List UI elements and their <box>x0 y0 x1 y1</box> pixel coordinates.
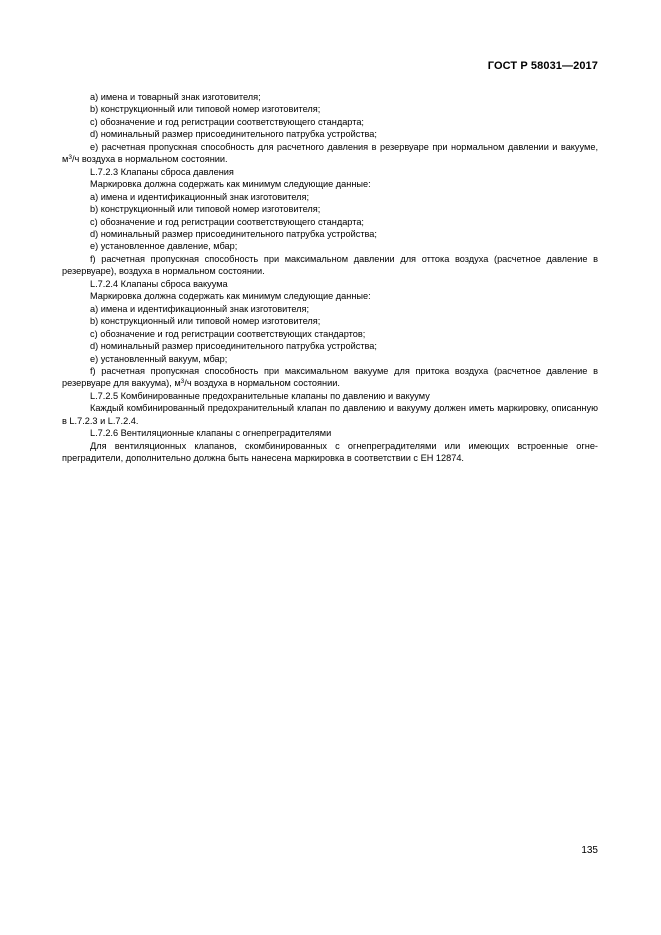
unit-suffix: /ч воздуха в нормальном состоянии. <box>184 378 340 389</box>
list-item: b) конструкционный или типовой номер изготовителя; <box>90 316 321 327</box>
unit-suffix: /ч воздуха в нормальном состоянии. <box>71 154 228 165</box>
list-item: e) установленный вакуум, мбар; <box>90 353 228 364</box>
document-header: ГОСТ Р 58031—2017 <box>487 60 598 72</box>
section-heading: L.7.2.4 Клапаны сброса вакуума <box>90 278 228 289</box>
list-item-text: e) расчетная пропускная способность для расчетного давления в резервуаре при нормальном давлении и вакууме, м <box>62 141 598 165</box>
section-heading: L.7.2.5 Комбинированные предохранительные клапаны по давлению и вакууму <box>90 390 430 401</box>
page-number: 135 <box>581 845 598 856</box>
list-item: a) имена и идентификационный знак изготовителя; <box>90 303 310 314</box>
list-item: a) имена и идентификационный знак изготовителя; <box>90 191 310 202</box>
section-heading: L.7.2.6 Вентиляционные клапаны с огнепреградителями <box>90 428 332 439</box>
paragraph: Маркировка должна содержать как минимум следующие данные: <box>90 179 371 190</box>
unit-superscript: 3 <box>180 378 185 386</box>
list-item: a) имена и товарный знак изготовителя; <box>90 92 261 102</box>
list-item: b) конструкционный или типовой номер изготовителя; <box>90 204 321 215</box>
section-heading: L.7.2.3 Клапаны сброса давления <box>90 166 234 177</box>
list-item: b) конструкционный или типовой номер изготовителя; <box>90 104 321 115</box>
list-item: d) номинальный размер присоединительного патрубка устройства; <box>90 129 377 140</box>
paragraph: Для вентиляционных клапанов, скомбинированных с огнепреградителями или имеющих встроенные огне-преградители, дополнительно должна быть нанесена маркировка в соответствии с ЕН 12874. <box>62 440 598 464</box>
list-item: d) номинальный размер присоединительного патрубка устройства; <box>90 228 377 239</box>
document-body <box>62 91 598 465</box>
paragraph: Маркировка должна содержать как минимум следующие данные: <box>90 291 371 302</box>
list-item: f) расчетная пропускная способность при максимальном давлении для оттока воздуха (расчетное давление в резервуаре), воздуха в нормальном состоянии. <box>62 253 598 277</box>
list-item: c) обозначение и год регистрации соответствующего стандарта; <box>90 116 364 127</box>
list-item: d) номинальный размер присоединительного патрубка устройства; <box>90 341 377 352</box>
list-item: e) установленное давление, мбар; <box>90 241 238 252</box>
list-item-text: f) расчетная пропускная способность при максимальном вакууме для притока воздуха (расчетное давление в резервуаре для вакуума), м <box>62 365 598 389</box>
paragraph: Каждый комбинированный предохранительный клапан по давлению и вакууму должен иметь маркировку, описанную в L.7.2.3 и L.7.2.4. <box>62 403 598 426</box>
unit-superscript: 3 <box>68 154 72 162</box>
list-item: c) обозначение и год регистрации соответствующих стандартов; <box>90 328 366 339</box>
list-item: c) обозначение и год регистрации соответствующего стандарта; <box>90 216 364 227</box>
list-item <box>62 365 598 390</box>
list-item <box>62 141 598 166</box>
